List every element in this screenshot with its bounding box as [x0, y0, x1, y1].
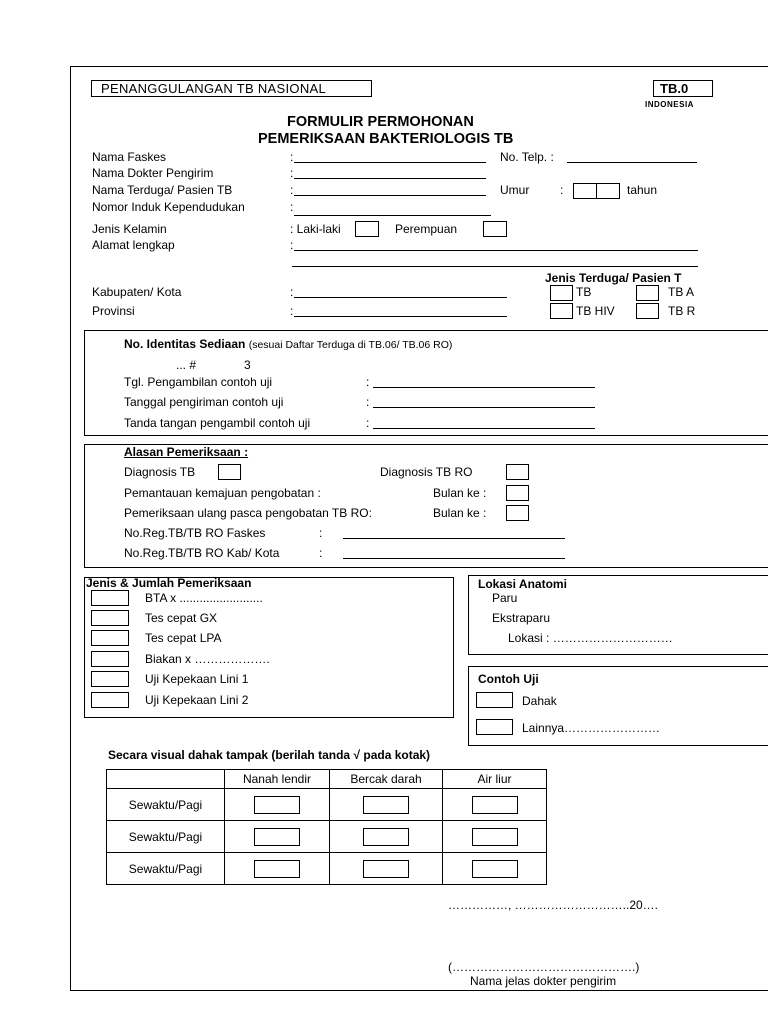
lainnya-checkbox[interactable]: [476, 719, 513, 735]
umur-box-2[interactable]: [596, 183, 620, 199]
diagnosis-tb-checkbox[interactable]: [218, 464, 241, 480]
laki-laki-checkbox[interactable]: [355, 221, 379, 237]
no-telp-field[interactable]: [567, 162, 697, 163]
colon: :: [560, 183, 564, 197]
tb-checkbox[interactable]: [550, 285, 573, 301]
colon: :: [366, 416, 370, 430]
colon: :: [366, 375, 370, 389]
tgl-pengambilan-field[interactable]: [373, 387, 595, 388]
uji-kepekaan-2-label: Uji Kepekaan Lini 2: [145, 693, 249, 707]
jenis-terduga-title: Jenis Terduga/ Pasien T: [545, 271, 682, 285]
visual-checkbox[interactable]: [254, 796, 300, 814]
label-pasca: Pemeriksaan ulang pasca pengobatan TB RO:: [124, 506, 372, 520]
visual-cell: [225, 789, 330, 821]
form-title-line1: FORMULIR PERMOHONAN: [287, 114, 474, 130]
contoh-uji-title: Contoh Uji: [478, 672, 539, 686]
lainnya-label: Lainnya……………………: [522, 721, 661, 735]
signature-name-blank[interactable]: (……………………………………….): [448, 960, 640, 974]
visual-checkbox[interactable]: [472, 860, 518, 878]
form-title-line2: PEMERIKSAAN BAKTERIOLOGIS TB: [258, 131, 514, 147]
label-noreg-kab: No.Reg.TB/TB RO Kab/ Kota: [124, 546, 280, 560]
tes-cepat-lpa-checkbox[interactable]: [91, 630, 129, 646]
program-header: PENANGGULANGAN TB NASIONAL: [101, 81, 327, 96]
nama-dokter-field[interactable]: [294, 178, 486, 179]
uji-kepekaan-2-checkbox[interactable]: [91, 692, 129, 708]
biakan-label: Biakan x ……………….: [145, 652, 270, 666]
label-pemantauan: Pemantauan kemajuan pengobatan :: [124, 486, 321, 500]
visual-checkbox[interactable]: [254, 860, 300, 878]
label-noreg-faskes: No.Reg.TB/TB RO Faskes: [124, 526, 266, 540]
tanda-tangan-field[interactable]: [373, 428, 595, 429]
label-jenis-kelamin: Jenis Kelamin: [92, 222, 167, 236]
uji-kepekaan-1-label: Uji Kepekaan Lini 1: [145, 672, 249, 686]
kabupaten-field[interactable]: [294, 297, 507, 298]
bulan-ke-2-box[interactable]: [506, 505, 529, 521]
label-kabupaten: Kabupaten/ Kota: [92, 285, 182, 299]
colon: :: [319, 526, 323, 540]
provinsi-field[interactable]: [294, 316, 507, 317]
visual-corner-cell: [107, 770, 225, 789]
label-provinsi: Provinsi: [92, 304, 135, 318]
visual-title: Secara visual dahak tampak (berilah tanda √ pada kotak): [108, 748, 431, 762]
nama-terduga-field[interactable]: [294, 195, 486, 196]
colon: :: [366, 395, 370, 409]
label-nama-terduga: Nama Terduga/ Pasien TB: [92, 183, 233, 197]
form-code: TB.0: [660, 81, 689, 96]
visual-cell: [330, 789, 443, 821]
umur-box-1[interactable]: [573, 183, 597, 199]
lokasi-field[interactable]: Lokasi : …………………………: [508, 631, 673, 645]
bulan-ke-1-box[interactable]: [506, 485, 529, 501]
colon: :: [290, 285, 294, 299]
label-tb-hiv: TB HIV: [576, 304, 615, 318]
visual-cell: [330, 821, 443, 853]
sediaan-prefix: ... #: [176, 358, 197, 372]
tb-r-checkbox[interactable]: [636, 303, 659, 319]
tes-cepat-gx-label: Tes cepat GX: [145, 611, 218, 625]
label-umur: Umur: [500, 183, 530, 197]
tb-hiv-checkbox[interactable]: [550, 303, 573, 319]
jenis-pemeriksaan-section: [84, 577, 454, 718]
visual-col-header: Air liur: [443, 770, 547, 789]
colon: :: [290, 150, 294, 164]
biakan-checkbox[interactable]: [91, 651, 129, 667]
perempuan-checkbox[interactable]: [483, 221, 507, 237]
nik-field[interactable]: [294, 215, 491, 216]
visual-table: [106, 769, 547, 885]
visual-cell: [225, 853, 330, 885]
visual-cell: [443, 789, 547, 821]
label-tb: TB: [576, 285, 592, 299]
visual-row-label: Sewaktu/Pagi: [107, 853, 225, 885]
alasan-title: Alasan Pemeriksaan :: [124, 445, 249, 459]
page-border-left: [70, 66, 71, 990]
label-bulan-ke-1: Bulan ke :: [433, 486, 487, 500]
label-tgl-pengambilan: Tgl. Pengambilan contoh uji: [124, 375, 273, 389]
sediaan-heading: [124, 337, 452, 351]
bta-label: BTA x .........................: [145, 591, 263, 605]
uji-kepekaan-1-checkbox[interactable]: [91, 671, 129, 687]
noreg-kab-field[interactable]: [343, 558, 565, 559]
label-nik: Nomor Induk Kependudukan: [92, 200, 245, 214]
visual-cell: [330, 853, 443, 885]
visual-cell: [443, 821, 547, 853]
label-bulan-ke-2: Bulan ke :: [433, 506, 487, 520]
sediaan-number: 3: [244, 358, 251, 372]
visual-cell: [225, 821, 330, 853]
label-alamat: Alamat lengkap: [92, 238, 175, 252]
jenis-pemeriksaan-title: Jenis & Jumlah Pemeriksaan: [86, 576, 252, 590]
visual-col-header: Bercak darah: [330, 770, 443, 789]
colon: :: [319, 546, 323, 560]
visual-row-label: Sewaktu/Pagi: [107, 789, 225, 821]
label-laki-laki: : Laki-laki: [290, 222, 341, 236]
label-tb-a: TB A: [668, 285, 695, 299]
visual-row: [107, 821, 547, 853]
page-border-bottom: [70, 990, 768, 991]
alamat-field-1[interactable]: [294, 250, 698, 251]
lokasi-title: Lokasi Anatomi: [478, 577, 567, 591]
bta-checkbox[interactable]: [91, 590, 129, 606]
tgl-pengiriman-field[interactable]: [373, 407, 595, 408]
label-no-telp: No. Telp. :: [500, 150, 554, 164]
tes-cepat-lpa-label: Tes cepat LPA: [145, 631, 222, 645]
colon: :: [290, 166, 294, 180]
visual-checkbox[interactable]: [363, 860, 409, 878]
label-tb-r: TB R: [668, 304, 696, 318]
visual-row: [107, 853, 547, 885]
visual-checkbox[interactable]: [472, 796, 518, 814]
signature-place-date[interactable]: ……………, ………………………..20….: [448, 898, 659, 912]
page-border-top: [70, 66, 768, 67]
lokasi-ekstraparu[interactable]: Ekstraparu: [492, 611, 551, 625]
visual-col-header: Nanah lendir: [225, 770, 330, 789]
sediaan-note: (sesuai Daftar Terduga di TB.06/ TB.06 RO): [248, 339, 453, 351]
visual-row-label: Sewaktu/Pagi: [107, 821, 225, 853]
tb-a-checkbox[interactable]: [636, 285, 659, 301]
visual-checkbox[interactable]: [363, 828, 409, 846]
visual-row: [107, 789, 547, 821]
label-diagnosis-tb: Diagnosis TB: [124, 465, 196, 479]
dahak-label: Dahak: [522, 694, 557, 708]
noreg-faskes-field[interactable]: [343, 538, 565, 539]
nama-faskes-field[interactable]: [294, 162, 486, 163]
colon: :: [290, 238, 294, 252]
diagnosis-tb-ro-checkbox[interactable]: [506, 464, 529, 480]
colon: :: [290, 200, 294, 214]
tes-cepat-gx-checkbox[interactable]: [91, 610, 129, 626]
label-tahun: tahun: [627, 183, 658, 197]
visual-cell: [443, 853, 547, 885]
label-diagnosis-tb-ro: Diagnosis TB RO: [380, 465, 473, 479]
visual-header-row: [107, 770, 547, 789]
visual-checkbox[interactable]: [472, 828, 518, 846]
alamat-field-2[interactable]: [292, 266, 698, 267]
label-perempuan: Perempuan: [395, 222, 458, 236]
signature-name-label: Nama jelas dokter pengirim: [470, 974, 617, 988]
label-tgl-pengiriman: Tanggal pengiriman contoh uji: [124, 395, 284, 409]
visual-checkbox[interactable]: [254, 828, 300, 846]
dahak-checkbox[interactable]: [476, 692, 513, 708]
label-tanda-tangan: Tanda tangan pengambil contoh uji: [124, 416, 311, 430]
country-label: INDONESIA: [645, 100, 694, 109]
colon: :: [290, 183, 294, 197]
label-nama-faskes: Nama Faskes: [92, 150, 167, 164]
colon: :: [290, 304, 294, 318]
visual-checkbox[interactable]: [363, 796, 409, 814]
lokasi-paru[interactable]: Paru: [492, 591, 518, 605]
sediaan-title: No. Identitas Sediaan: [124, 337, 246, 351]
label-nama-dokter: Nama Dokter Pengirim: [92, 166, 214, 180]
